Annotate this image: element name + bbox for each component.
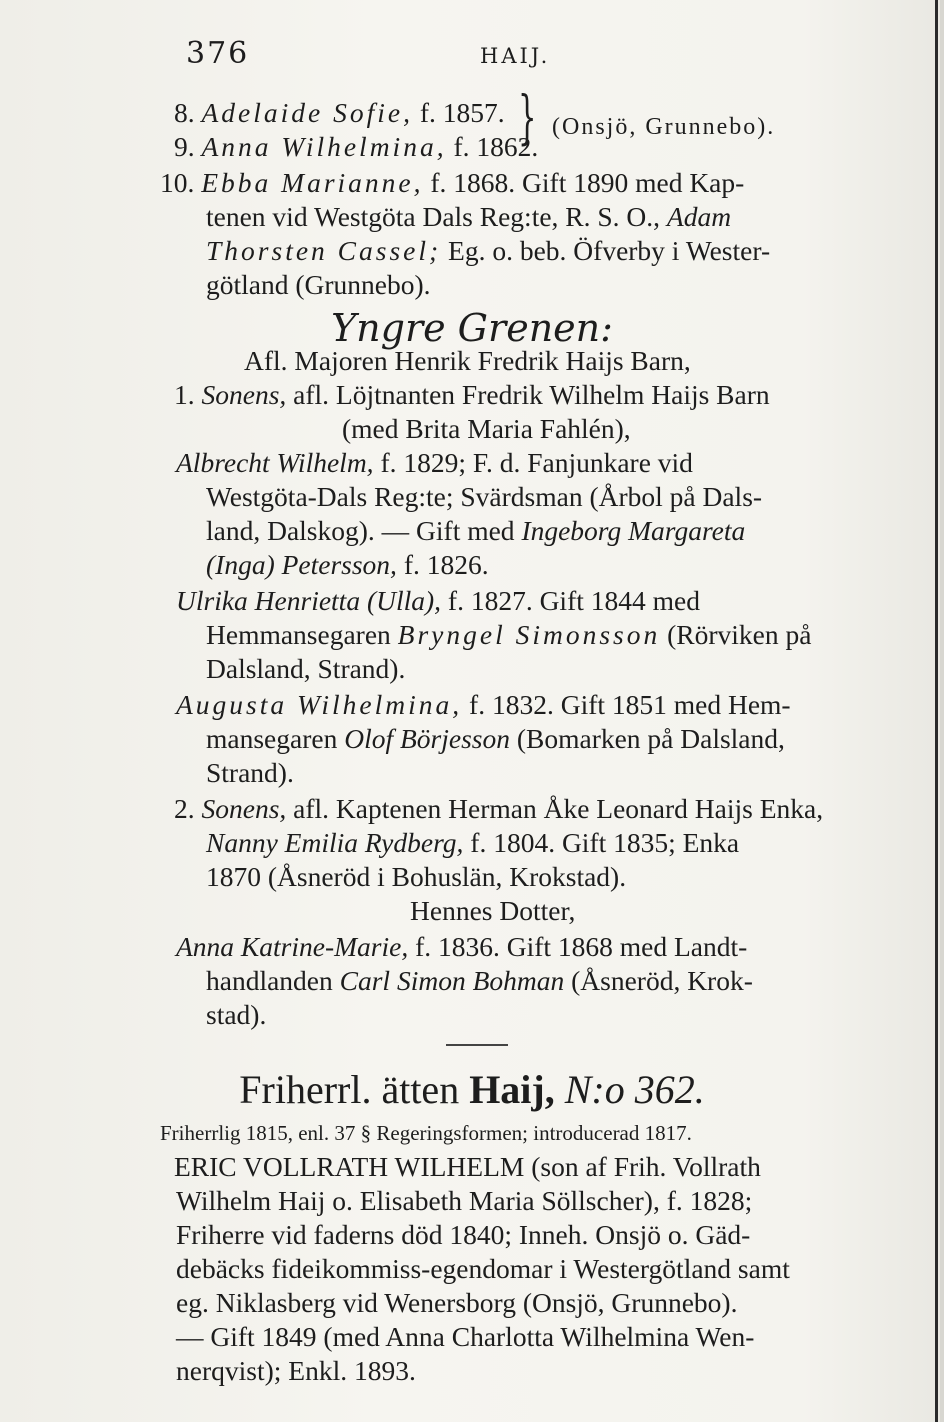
entry-line: Anna Katrine-Marie, f. 1836. Gift 1868 med Landt-	[176, 931, 748, 962]
entry-line: Ulrika Henrietta (Ulla), f. 1827. Gift 1844 med	[176, 585, 700, 616]
entry-line: (med Brita Maria Fahlén),	[342, 413, 631, 444]
entry-line: Afl. Majoren Henrik Fredrik Haijs Barn,	[244, 345, 691, 376]
divider-rule	[446, 1044, 508, 1046]
page-edge-line	[935, 0, 938, 1422]
entry-line: 1870 (Åsneröd i Bohuslän, Krokstad).	[206, 861, 627, 892]
brace-glyph: }	[518, 83, 537, 151]
entry-line: Friherre vid faderns död 1840; Inneh. Onsjö o. Gäd-	[176, 1219, 751, 1250]
entry-line: tenen vid Westgöta Dals Reg:te, R. S. O., Adam	[206, 201, 732, 232]
entry-line: 9. Anna Wilhelmina, f. 1862.	[174, 131, 539, 162]
entry-line: Hennes Dotter,	[410, 895, 576, 926]
page-edge	[940, 0, 944, 1422]
entry-line: Thorsten Cassel; Eg. o. beb. Öfverby i Wester-	[206, 235, 771, 266]
entry-line: eg. Niklasberg vid Wenersborg (Onsjö, Grunnebo).	[176, 1287, 738, 1318]
entry-line: land, Dalskog). — Gift med Ingeborg Margareta	[206, 515, 746, 546]
entry-line: nerqvist); Enkl. 1893.	[176, 1355, 416, 1386]
entry-line: Hemmansegaren Bryngel Simonsson (Rörviken på	[206, 619, 812, 650]
entry-line: 10. Ebba Marianne, f. 1868. Gift 1890 med Kap-	[160, 167, 745, 198]
entry-line: 2. Sonens, afl. Kaptenen Herman Åke Leonard Haijs Enka,	[174, 793, 824, 824]
page-number: 376	[186, 36, 250, 71]
entry-line: 8. Adelaide Sofie, f. 1857.	[174, 97, 505, 128]
entry-line: ERIC VOLLRATH WILHELM (son af Frih. Vollrath	[174, 1151, 761, 1182]
residence-note: (Onsjö, Grunnebo).	[552, 114, 776, 140]
section-title: Yngre Grenen:	[331, 306, 613, 350]
entry-line: stad).	[206, 999, 267, 1030]
entry-line: mansegaren Olof Börjesson (Bomarken på Dalsland,	[206, 723, 785, 754]
entry-line: handlanden Carl Simon Bohman (Åsneröd, Krok-	[206, 965, 753, 996]
page-header	[186, 36, 846, 76]
entry-line: Nanny Emilia Rydberg, f. 1804. Gift 1835; Enka	[206, 827, 740, 858]
entry-line: 1. Sonens, afl. Löjtnanten Fredrik Wilhelm Haijs Barn	[174, 379, 770, 410]
family-title: Friherrl. ätten Haij, N:o 362.	[239, 1067, 705, 1112]
entry-line: debäcks fideikommiss-egendomar i Westergötland samt	[176, 1253, 790, 1284]
entry-line: Wilhelm Haij o. Elisabeth Maria Söllscher), f. 1828;	[176, 1185, 753, 1216]
running-title: HAIJ.	[480, 44, 551, 68]
family-subtitle: Friherrlig 1815, enl. 37 § Regeringsformen; introducerad 1817.	[160, 1121, 692, 1145]
entry-line: (Inga) Petersson, f. 1826.	[206, 549, 489, 580]
entry-line: Augusta Wilhelmina, f. 1832. Gift 1851 med Hem-	[176, 689, 791, 720]
entry-line: Albrecht Wilhelm, f. 1829; F. d. Fanjunkare vid	[176, 447, 693, 478]
entry-line: Strand).	[206, 757, 294, 788]
entry-line: Westgöta-Dals Reg:te; Svärdsman (Årbol på Dals-	[206, 481, 763, 512]
entry-line: Dalsland, Strand).	[206, 653, 406, 684]
entry-line: — Gift 1849 (med Anna Charlotta Wilhelmina Wen-	[176, 1321, 755, 1352]
entry-line: götland (Grunnebo).	[206, 269, 431, 300]
